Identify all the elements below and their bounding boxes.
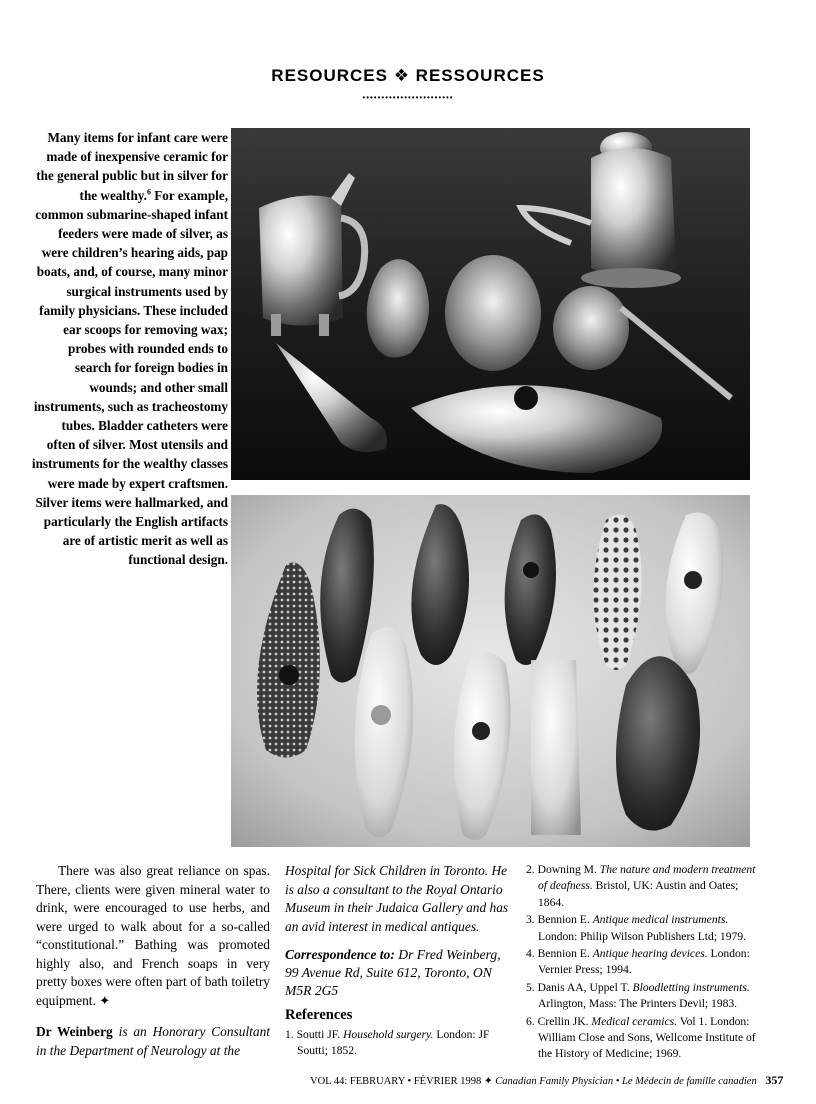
- correspondence: [285, 946, 513, 1000]
- sidebar-footnote-ref: 6: [146, 187, 151, 197]
- reference-item: [526, 946, 760, 979]
- reference-number: 1.: [285, 1027, 294, 1041]
- reference-details: Arlington, Mass: The Printers Devil; 1983.: [538, 997, 738, 1011]
- reference-number: 3.: [526, 913, 535, 927]
- author-bio-continued: [285, 862, 513, 936]
- reference-item: [526, 912, 760, 945]
- photo-silver-instruments: [231, 128, 750, 480]
- correspondence-label: Correspondence to:: [285, 947, 395, 962]
- reference-title: Antique medical instruments.: [592, 913, 729, 927]
- reference-number: 5.: [526, 980, 535, 994]
- reference-title: Bloodletting instruments.: [632, 980, 750, 994]
- header-dots-rule: ••••••••••••••••••••••••: [362, 93, 454, 102]
- body-paragraph-text: There was also great reliance on spas. There, clients were given mineral water to drink, were encouraged to use herbs, and were urged to walk about for a so-called “constitutional.” Bathing was promoted highly also, and French soaps in very pretty boxes were often part of bath toiletry equipment.: [36, 863, 270, 1008]
- reference-author: Danis AA, Uppel T.: [537, 980, 630, 994]
- reference-details: London: Philip Wilson Publishers Ltd; 1979.: [538, 929, 747, 943]
- reference-author: Soutti JF.: [296, 1027, 341, 1041]
- reference-details: London: JF Soutti; 1852.: [297, 1027, 490, 1057]
- reference-author: Bennion E.: [537, 947, 590, 961]
- page-number: 357: [765, 1073, 784, 1087]
- reference-title: Medical ceramics.: [591, 1014, 678, 1028]
- end-mark-icon: ✦: [99, 992, 111, 1008]
- section-title: RESOURCES ❖ RESSOURCES: [271, 66, 545, 85]
- references-heading: References: [285, 1007, 353, 1023]
- reference-number: 4.: [526, 947, 535, 961]
- reference-details: London: Vernier Press; 1994.: [538, 947, 750, 977]
- correspondence-text: Dr Fred Weinberg, 99 Avenue Rd, Suite 612, Toronto, ON M5R 2G5: [285, 947, 501, 998]
- feeder-glass-1-hole: [371, 705, 391, 725]
- footer-journal: Canadian Family Physician • Le Médecin de famille canadien: [495, 1076, 757, 1087]
- feeder-dark-3-hole: [523, 562, 539, 578]
- sidebar-text: [30, 128, 228, 570]
- feeder-pale-1-hole: [684, 571, 702, 589]
- author-bio-start: [36, 1023, 270, 1060]
- section-header: [0, 66, 816, 86]
- feeder-white-hole: [472, 722, 490, 740]
- feeder-dotted-hole: [279, 665, 299, 685]
- photo-ceramic-feeders: [231, 495, 750, 847]
- author-name: Dr Weinberg: [36, 1024, 113, 1039]
- reference-item: [526, 862, 760, 911]
- reference-author: Downing M.: [537, 863, 597, 876]
- reference-item: [526, 980, 760, 1013]
- author-bio-text-a: is an Honorary Consultant in the Department of Neurology at the: [36, 1024, 271, 1058]
- author-bio-text-b: Hospital for Sick Children in Toronto. He is also a consultant to the Royal Ontario Museum in their Judaica Gallery and has an avid interest in medical antiques.: [285, 863, 509, 934]
- references-column: [526, 862, 760, 1064]
- reference-item: [526, 1014, 760, 1063]
- page-footer: [310, 1073, 784, 1088]
- sidebar-text-b: For example, common submarine-shaped infant feeders were made of silver, as were children’s hearing aids, pap boats, and, of course, many minor surgical instruments used by family physicians. These included ear scoops for removing wax; probes with rounded ends to search for foreign bodies in wounds; and other small instruments, such as tracheostomy tubes. Bladder catheters were often of silver. Most utensils and instruments for the wealthy classes were made by expert craftsmen. Silver items were hallmarked, and particularly the English artifacts are of artistic merit as well as functional design.: [31, 187, 228, 568]
- reference-details: Bristol, UK: Austin and Oates; 1864.: [538, 879, 739, 909]
- reference-title: Antique hearing devices.: [592, 947, 708, 961]
- reference-details: Vol 1. London: William Close and Sons, Wellcome Institute of the History of Medicine; 1969.: [538, 1014, 756, 1061]
- reference-number: 6.: [526, 1014, 535, 1028]
- reference-number: 2.: [526, 863, 535, 876]
- reference-item: [285, 1027, 513, 1060]
- body-paragraph: [36, 862, 270, 1010]
- body-column-2: [285, 862, 513, 1059]
- feeder-glass-bottle: [531, 660, 581, 835]
- reference-title: Household surgery.: [343, 1027, 434, 1041]
- sidebar-text-a: Many items for infant care were made of inexpensive ceramic for the general public but in silver for the wealthy.: [36, 130, 228, 203]
- footer-volume: VOL 44: FEBRUARY • FÉVRIER 1998 ✦: [310, 1076, 493, 1087]
- reference-title: The nature and modern treatment of deafness.: [538, 863, 756, 893]
- reference-author: Bennion E.: [537, 913, 590, 927]
- body-column-1: [36, 862, 270, 1060]
- reference-author: Crellin JK.: [537, 1014, 589, 1028]
